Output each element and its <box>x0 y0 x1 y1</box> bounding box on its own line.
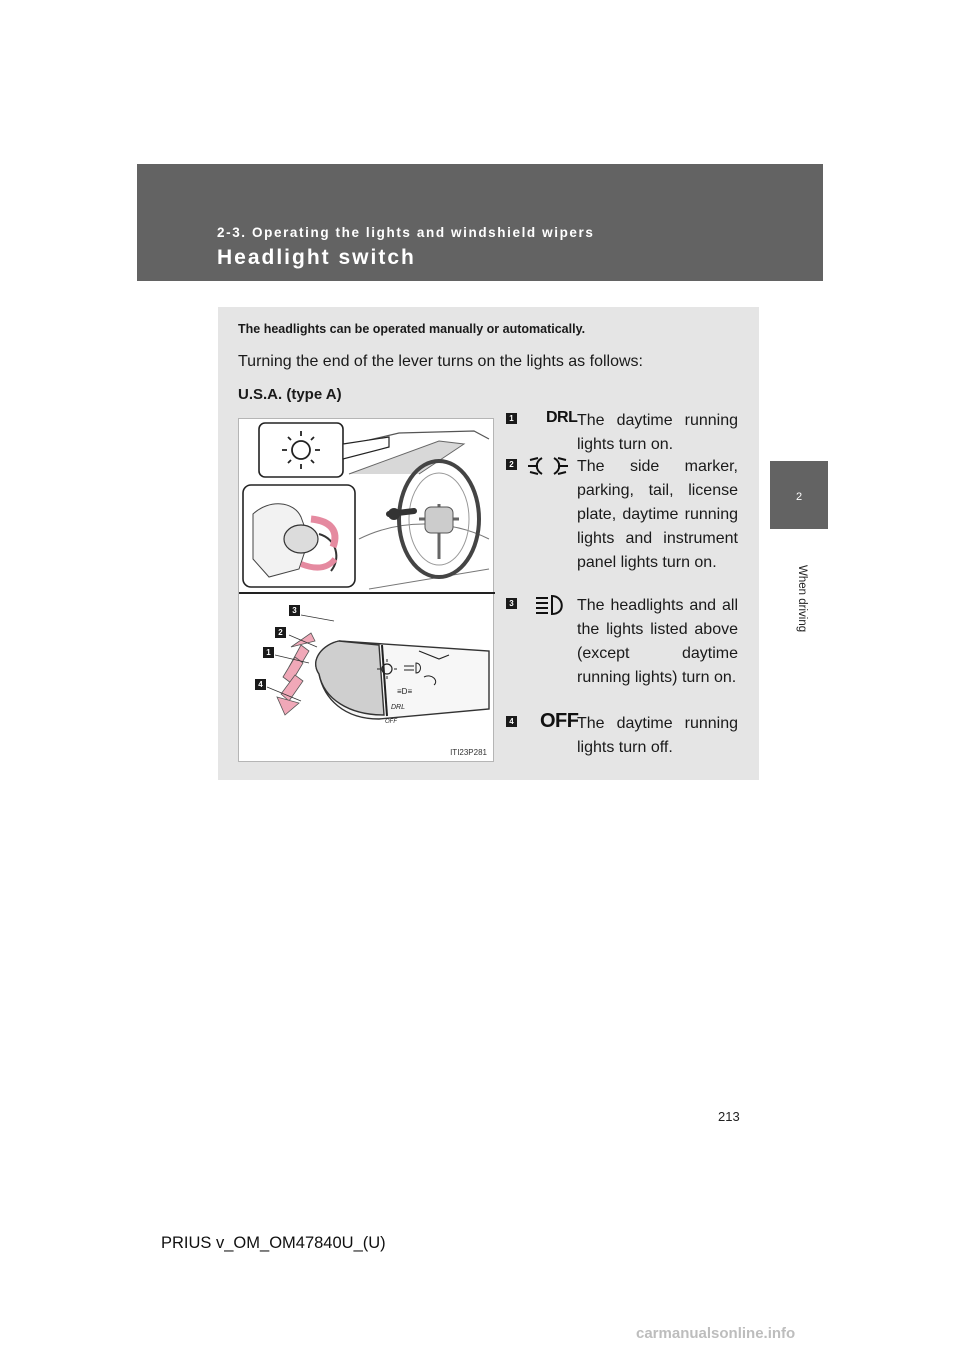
subheading: U.S.A. (type A) <box>238 386 342 403</box>
callout-badge-3: 3 <box>289 605 300 616</box>
watermark: carmanualsonline.info <box>636 1325 796 1342</box>
item-number-badge: 3 <box>506 598 517 609</box>
item-description: The headlights and all the lights listed above (except daytime running lights) turn on. <box>577 597 738 686</box>
side-marker-light-icon <box>522 455 574 477</box>
drl-symbol-text: DRL <box>546 409 578 426</box>
chapter-tab <box>770 461 828 529</box>
illustration-code: ITI23P281 <box>450 748 487 757</box>
item-number-badge: 1 <box>506 413 517 424</box>
callout-badge-2: 2 <box>275 627 286 638</box>
item-description: The side marker, parking, tail, license plate, daytime running lights and instrument panel lights turn on. <box>577 458 738 571</box>
svg-text:OFF: OFF <box>385 719 397 725</box>
content-box <box>218 307 759 780</box>
off-symbol <box>522 710 579 734</box>
item-description: The daytime running lights turn off. <box>577 715 738 756</box>
intro-text: The headlights can be operated manually or automatically. <box>238 322 586 336</box>
section-label: 2-3. Operating the lights and windshield wipers <box>217 225 595 240</box>
item-number-badge: 2 <box>506 459 517 470</box>
callout-badge-4: 4 <box>255 679 266 690</box>
chapter-label: When driving <box>796 565 808 633</box>
svg-text:≡D≡: ≡D≡ <box>397 687 413 696</box>
drl-symbol <box>522 409 578 431</box>
headlight-switch-illustration <box>238 418 494 762</box>
svg-text:DRL: DRL <box>391 704 406 711</box>
callout-badge-1: 1 <box>263 647 274 658</box>
headlight-icon <box>522 594 574 616</box>
document-id: PRIUS v_OM_OM47840U_(U) <box>161 1234 386 1252</box>
page-title: Headlight switch <box>217 246 416 269</box>
instruction-text: Turning the end of the lever turns on the lights as follows: <box>238 353 643 370</box>
page-number: 213 <box>718 1109 740 1124</box>
illustration-drawing <box>239 419 495 763</box>
chapter-number: 2 <box>795 491 803 503</box>
item-number-badge: 4 <box>506 716 517 727</box>
off-symbol-text: OFF <box>540 710 579 732</box>
item-description: The daytime running lights turn on. <box>577 412 738 453</box>
header-band <box>137 164 823 281</box>
